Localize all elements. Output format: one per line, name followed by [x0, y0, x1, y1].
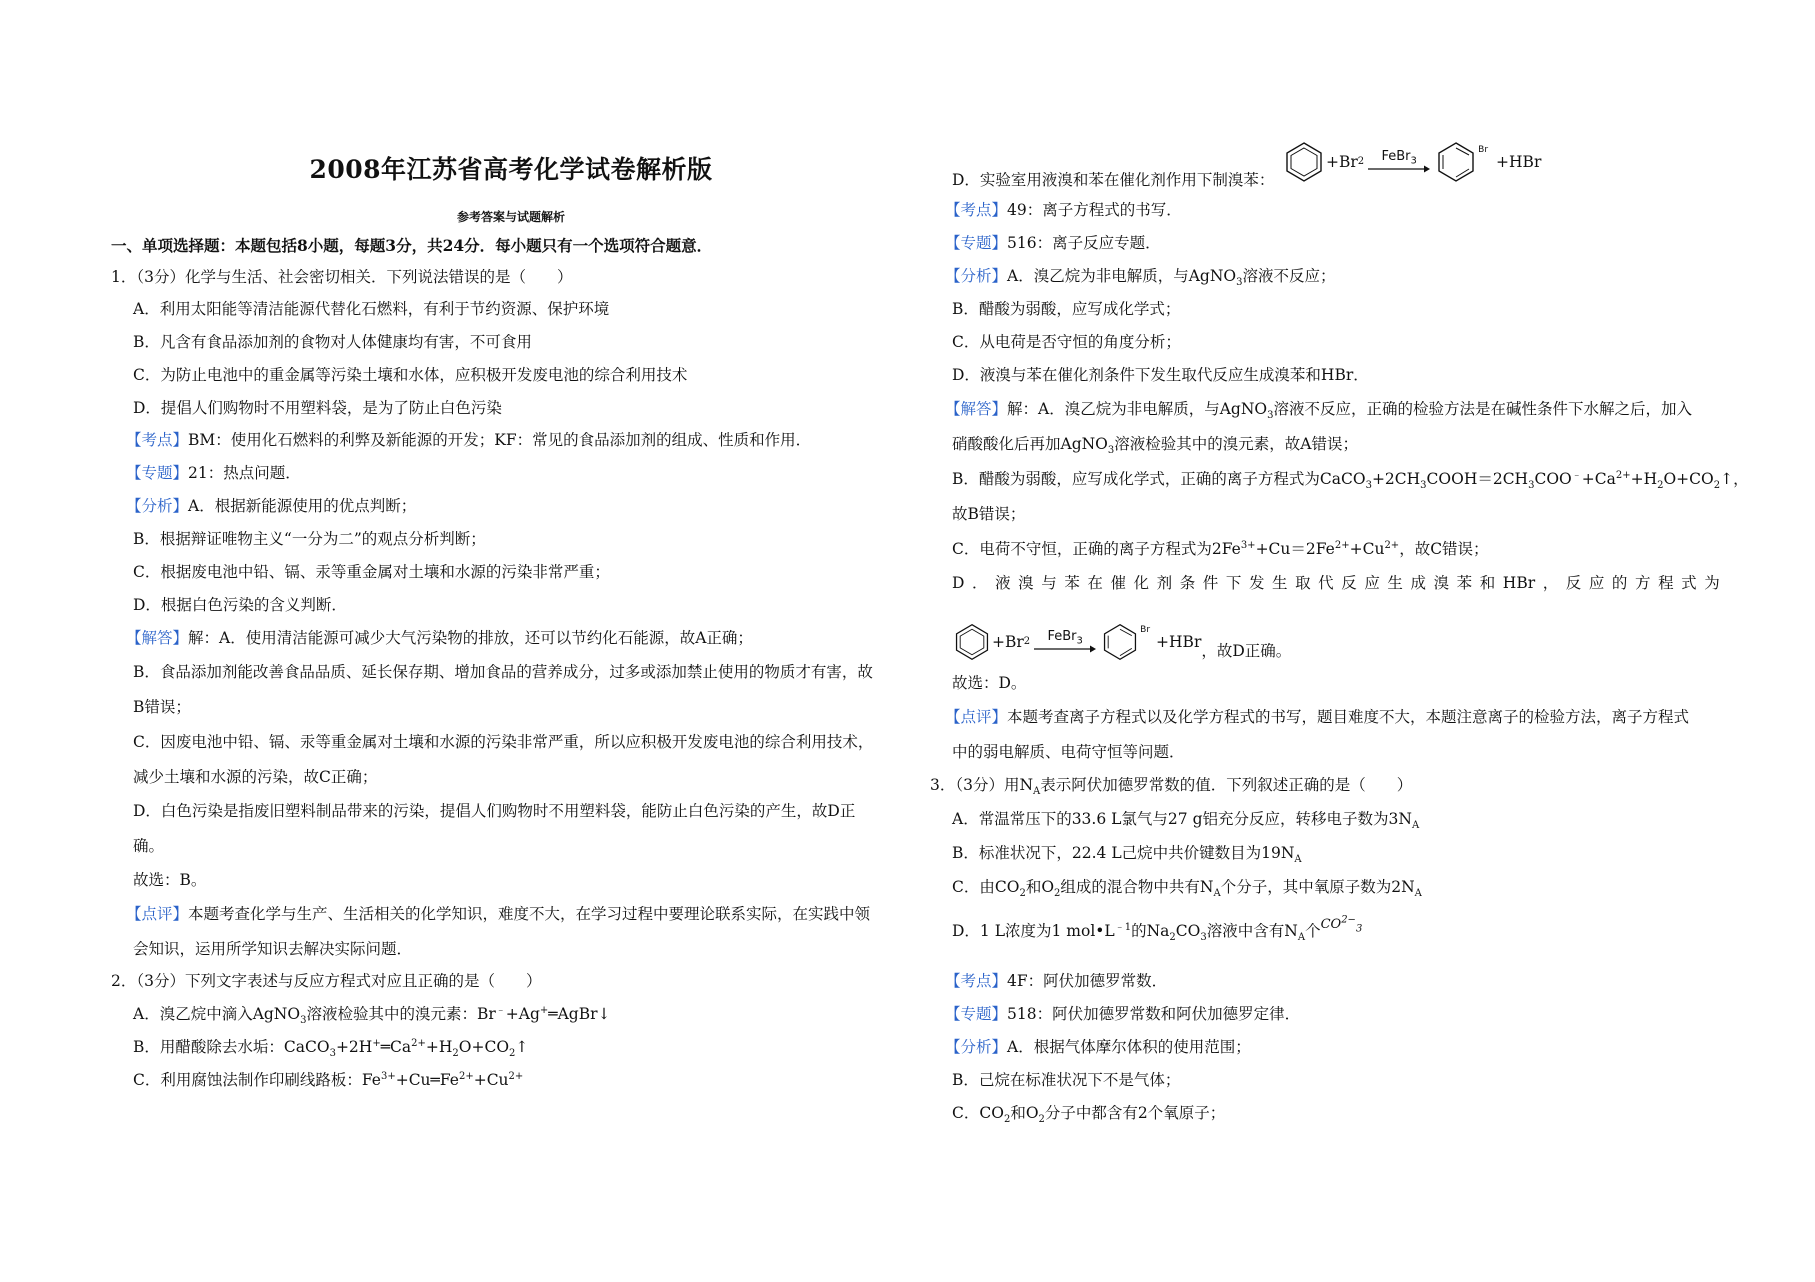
q2-fenxi	[945, 265, 1336, 287]
justified-word: 式	[1681, 574, 1697, 592]
sub: A	[1033, 786, 1041, 798]
bromobenzene-ring-icon	[1100, 622, 1140, 662]
q2-kaodian	[945, 199, 1182, 221]
t: 3．（3分）用N	[930, 776, 1034, 794]
q1-jieda-c2: 减少土壤和水源的污染，故C正确；	[133, 768, 378, 786]
substituent-label: Br	[1478, 145, 1489, 155]
q2-jieda-a2	[952, 433, 1358, 455]
catalyst-text: FeBr	[1381, 149, 1411, 164]
q3-option-b	[952, 842, 1302, 864]
q1-stem: 1．（3分）化学与生活、社会密切相关．下列说法错误的是（ ）	[111, 268, 573, 286]
q2-fenxi-c: C．从电荷是否守恒的角度分析；	[952, 333, 1181, 351]
q1-dianping-1: 本题考查化学与生产、生活相关的化学知识，难度不大，在学习过程中要理论联系实际，在实践中领	[188, 905, 871, 923]
q1-answer: 故选：B。	[133, 871, 207, 889]
benzene-ring-icon	[1282, 140, 1326, 184]
q1-option-d: D．提倡人们购物时不用塑料袋，是为了防止白色污染	[133, 399, 502, 417]
sub: 2	[1038, 1114, 1045, 1126]
q1-jieda-a: 解：A．使用清洁能源可减少大气污染物的排放，还可以节约化石能源，故A正确；	[188, 629, 753, 647]
t: D．1 L浓度为1 mol•L	[952, 922, 1115, 940]
q1-jieda-d1: D．白色污染是指废旧塑料制品带来的污染，提倡人们购物时不用塑料袋，能防止白色污染的产生，故D正	[133, 802, 856, 820]
t: C．CO	[952, 1104, 1004, 1122]
sub: A	[1213, 888, 1221, 900]
justified-word: 化	[1133, 574, 1150, 592]
q3-option-d	[952, 914, 1363, 944]
q2-jieda-a2b: 溶液检验其中的溴元素，故A错误；	[1114, 435, 1358, 453]
q2-jieda-b2: 故B错误；	[952, 505, 1026, 523]
arrow-icon	[1368, 164, 1430, 174]
t: 个分子，其中氧原子数为2N	[1220, 878, 1415, 896]
product: +HBr	[1496, 153, 1542, 171]
jieda-tag: 【解答】	[945, 400, 1008, 418]
t: O+CO	[1663, 470, 1714, 488]
t: ↑，	[1720, 470, 1749, 488]
justified-word: 苯	[1064, 574, 1080, 592]
q2-b-t1: B．用醋酸除去水垢：CaCO	[133, 1038, 330, 1056]
t: 溶液中含有N	[1206, 922, 1298, 940]
q2-dianping	[945, 706, 1689, 728]
q2-a-t1: A．溴乙烷中滴入AgNO	[133, 1005, 301, 1023]
justified-word: 溴	[1433, 574, 1450, 592]
sub: A	[1411, 820, 1420, 832]
sup: 2+	[1334, 539, 1350, 551]
reaction-equation-answer: +Br 2 FeBr$_3$ Br +HBr ，故D正确。	[952, 622, 1291, 662]
justified-word: 程	[1658, 574, 1674, 592]
q2-b-t4: +H	[425, 1038, 453, 1056]
t: A．常温常压下的33.6 L氯气与27 g铝充分反应，转移电子数为3N	[952, 810, 1412, 828]
q2-jieda-a1: 解：A．溴乙烷为非电解质，与AgNO	[1007, 400, 1268, 418]
q1-dianping	[126, 903, 870, 925]
justified-word: 取	[1295, 574, 1311, 592]
q2-a-t2: 溶液检验其中的溴元素：Br	[306, 1005, 496, 1023]
q2-dianping-1: 本题考查离子方程式以及化学方程式的书写，题目难度不大，本题注意离子的检验方法，离子方程式	[1007, 708, 1690, 726]
q1-kaodian-text: BM：使用化石燃料的利弊及新能源的开发；KF：常见的食品添加剂的组成、性质和作用．	[188, 431, 812, 449]
sub: 3	[1420, 480, 1427, 492]
q2-zhuanti	[945, 232, 1161, 254]
zhuanti-tag: 【专题】	[126, 464, 189, 482]
t: +H	[1630, 470, 1658, 488]
t: COOH＝2CH	[1426, 470, 1529, 488]
t: 组成的混合物中共有N	[1060, 878, 1214, 896]
q3-fenxi-b: B．己烷在标准状况下不是气体；	[952, 1071, 1181, 1089]
q2-jieda-c1	[952, 538, 1489, 560]
sup: 2+	[411, 1037, 426, 1049]
justified-word: 在	[1087, 574, 1103, 592]
q3-fenxi-c	[952, 1102, 1225, 1124]
q1-jieda-c1: C．因废电池中铅、镉、汞等重金属对土壤和水源的污染非常严重，所以应积极开发废电池的综合利用技术，	[133, 733, 874, 751]
sup: 2−	[1341, 914, 1356, 926]
q2-jieda	[945, 398, 1692, 420]
t: B．标准状况下，22.4 L己烷中共价键数目为19N	[952, 844, 1295, 862]
product: +HBr	[1156, 633, 1202, 651]
sub: 2	[1657, 480, 1664, 492]
justified-word: HBr	[1502, 574, 1536, 592]
q2-a-t3: +Ag	[505, 1005, 540, 1023]
kaodian-tag: 【考点】	[945, 972, 1008, 990]
fenxi-tag: 【分析】	[945, 1038, 1008, 1056]
q2-c-t3: +Cu	[473, 1071, 509, 1089]
dianping-tag: 【点评】	[945, 708, 1008, 726]
section-heading: 一、单项选择题：本题包括8小题，每题3分，共24分．每小题只有一个选项符合题意．	[111, 236, 713, 255]
t: +Cu＝2Fe	[1255, 540, 1335, 558]
q1-fenxi-c: C．根据废电池中铅、镉、汞等重金属对土壤和水源的污染非常严重；	[133, 563, 610, 581]
sup: 3+	[380, 1070, 396, 1082]
justified-word: 生	[1272, 574, 1288, 592]
q2-jieda-d2: ，故D正确。	[1201, 642, 1292, 660]
justified-word: 反	[1565, 574, 1582, 592]
sub: 3	[1528, 480, 1535, 492]
fenxi-tag: 【分析】	[945, 267, 1008, 285]
fenxi-tag: 【分析】	[126, 497, 189, 515]
q2-option-c	[133, 1069, 523, 1091]
t: 表示阿伏加德罗常数的值．下列叙述正确的是（ ）	[1040, 776, 1413, 794]
page-subtitle: 参考答案与试题解析	[456, 210, 565, 224]
justified-word: D	[952, 574, 965, 592]
t: C．电荷不守恒，正确的离子方程式为2Fe	[952, 540, 1241, 558]
catalyst	[1381, 149, 1417, 167]
q2-c-t2: +Cu═Fe	[395, 1071, 459, 1089]
sub: 3	[1267, 410, 1274, 422]
reaction-arrow	[1034, 630, 1096, 654]
sub: 2	[1169, 932, 1176, 944]
q3-fenxi-a: A．根据气体摩尔体积的使用范围；	[1007, 1038, 1251, 1056]
benzene-ring-icon	[952, 622, 992, 662]
arrow-icon	[1034, 644, 1096, 654]
justified-word: 代	[1318, 574, 1334, 592]
justified-word: 与	[1041, 574, 1057, 592]
q1-jieda-d2: 确。	[133, 837, 165, 855]
t: 和O	[1010, 1104, 1039, 1122]
bromobenzene-ring-icon	[1434, 140, 1478, 184]
q2-b-t3: ═Ca	[380, 1038, 412, 1056]
reaction-equation-top: +Br 2 FeBr$_3$ Br +HBr	[1282, 140, 1541, 184]
sub: 3	[1200, 932, 1207, 944]
q2-b-t5: O+CO	[458, 1038, 510, 1056]
justified-word: 苯	[1456, 574, 1473, 592]
kaodian-tag: 【考点】	[126, 431, 189, 449]
q2-zhuanti-text: 516：离子反应专题．	[1007, 234, 1161, 252]
q1-option-c: C．为防止电池中的重金属等污染土壤和水体，应积极开发废电池的综合利用技术	[133, 366, 688, 384]
zhuanti-tag: 【专题】	[945, 234, 1008, 252]
q2-option-a	[133, 1003, 611, 1025]
sub: 2	[1713, 480, 1721, 492]
t: +2CH	[1371, 470, 1421, 488]
sup: +	[372, 1037, 381, 1049]
justified-word: 的	[1611, 574, 1628, 592]
sup: 2+	[458, 1070, 474, 1082]
t: 个	[1305, 922, 1321, 940]
q1-jieda	[126, 627, 753, 649]
q1-dianping-2: 会知识，运用所学知识去解决实际问题．	[133, 940, 413, 958]
page-title: 2008年江苏省高考化学试卷解析版	[309, 155, 713, 184]
justified-word: 成	[1410, 574, 1426, 592]
q2-b-t2: +2H	[335, 1038, 373, 1056]
q2-fenxi-a2: 溶液不反应；	[1242, 267, 1336, 285]
q3-option-a	[952, 808, 1419, 830]
t: +Cu	[1349, 540, 1385, 558]
sup: ﹣1	[1114, 921, 1132, 933]
q1-fenxi-d: D．根据白色污染的含义判断．	[133, 596, 347, 614]
t: CO	[1320, 917, 1342, 932]
sub: 3	[1410, 155, 1417, 167]
t: CO	[1175, 922, 1201, 940]
carbonate-formula	[1320, 914, 1363, 935]
jieda-tag: 【解答】	[126, 629, 189, 647]
sup: +	[539, 1004, 549, 1016]
sub: 3	[329, 1048, 336, 1060]
q2-jieda-a2-text: 硝酸酸化后再加AgNO	[952, 435, 1108, 453]
justified-word: 为	[1704, 574, 1720, 592]
q2-b-t6: ↑	[515, 1038, 529, 1056]
justified-word: 和	[1479, 574, 1496, 592]
q2-answer: 故选：D。	[952, 674, 1027, 692]
q2-dianping-2: 中的弱电解质、电荷守恒等问题．	[952, 743, 1185, 761]
reagent: +Br	[1326, 153, 1358, 171]
reagent: +Br	[992, 633, 1024, 651]
q2-fenxi-a: A．溴乙烷为非电解质，与AgNO	[1007, 267, 1237, 285]
q2-fenxi-d: D．液溴与苯在催化剂条件下发生取代反应生成溴苯和HBr．	[952, 366, 1369, 384]
q2-option-b	[133, 1036, 528, 1058]
q1-option-a: A．利用太阳能等清洁能源代替化石燃料，有利于节约资源、保护环境	[133, 300, 610, 318]
justified-word: 条	[1179, 574, 1196, 592]
q2-fenxi-b: B．醋酸为弱酸，应写成化学式；	[952, 300, 1181, 318]
justified-word: 发	[1248, 574, 1265, 592]
q1-jieda-b1: B．食品添加剂能改善食品品质、延长保存期、增加食品的营养成分，过多或添加禁止使用的物质才有害，故	[133, 663, 873, 681]
q2-stem: 2．（3分）下列文字表述与反应方程式对应且正确的是（ ）	[111, 972, 542, 990]
catalyst	[1047, 629, 1083, 647]
q1-jieda-b2: B错误；	[133, 698, 191, 716]
dianping-tag: 【点评】	[126, 905, 189, 923]
justified-word: 催	[1110, 574, 1126, 592]
q2-jieda-b1	[952, 468, 1749, 490]
justified-word: 下	[1225, 574, 1242, 592]
sub: A	[1297, 932, 1306, 944]
kaodian-tag: 【考点】	[945, 201, 1008, 219]
q2-jieda-d1	[952, 572, 1720, 594]
sup: 3+	[1240, 539, 1256, 551]
t: C．由CO	[952, 878, 1020, 896]
q3-stem	[930, 774, 1412, 796]
catalyst-text: FeBr	[1047, 629, 1077, 644]
sub: 3	[1236, 277, 1243, 289]
q3-kaodian-text: 4F：阿伏加德罗常数．	[1007, 972, 1168, 990]
sub: 2	[1019, 888, 1026, 900]
q2-c-t1: C．利用腐蚀法制作印刷线路板：Fe	[133, 1071, 381, 1089]
q1-option-b: B．凡含有食品添加剂的食物对人体健康均有害，不可食用	[133, 333, 532, 351]
q2-a-t4: ═AgBr↓	[548, 1005, 611, 1023]
substituent-label: Br	[1140, 625, 1151, 635]
sub: 2	[1003, 1114, 1011, 1126]
q3-zhuanti-text: 518：阿伏加德罗常数和阿伏加德罗定律．	[1007, 1005, 1301, 1023]
q1-zhuanti	[126, 462, 301, 484]
justified-word: 应	[1588, 574, 1605, 592]
justified-word: 生	[1387, 574, 1403, 592]
t: 的Na	[1131, 922, 1170, 940]
sub: 3	[1107, 445, 1115, 457]
justified-word: 方	[1635, 574, 1651, 592]
q1-kaodian	[126, 429, 811, 451]
t: B．醋酸为弱酸，应写成化学式，正确的离子方程式为CaCO	[952, 470, 1366, 488]
sub: A	[1294, 854, 1302, 866]
sub: 2	[509, 1048, 516, 1060]
justified-word: 应	[1364, 574, 1380, 592]
q1-fenxi-b: B．根据辩证唯物主义“一分为二”的观点分析判断；	[133, 530, 486, 548]
justified-word: 剂	[1156, 574, 1173, 592]
sup: 2+	[508, 1070, 524, 1082]
justified-word: ，	[1542, 574, 1559, 592]
q3-kaodian	[945, 970, 1167, 992]
sub: 3	[1076, 635, 1083, 647]
sub: 2	[1054, 888, 1061, 900]
sup: ﹣	[1571, 469, 1582, 481]
sub: 3	[1365, 480, 1372, 492]
q1-fenxi-a: A．根据新能源使用的优点判断；	[188, 497, 417, 515]
sup: ﹣	[495, 1004, 506, 1016]
sub: 3	[300, 1015, 307, 1027]
q3-zhuanti	[945, 1003, 1300, 1025]
t: +Ca	[1581, 470, 1616, 488]
reaction-arrow	[1368, 150, 1430, 174]
sub: 3	[1355, 923, 1363, 935]
t: ，故C错误；	[1399, 540, 1489, 558]
justified-word: 溴	[1018, 574, 1034, 592]
t: COO	[1534, 470, 1572, 488]
q1-zhuanti-text: 21：热点问题．	[188, 464, 301, 482]
q1-fenxi	[126, 495, 416, 517]
q2-option-d: D．实验室用液溴和苯在催化剂作用下制溴苯：	[952, 171, 1275, 189]
q2-jieda-a1b: 溶液不反应，正确的检验方法是在碱性条件下水解之后，加入	[1273, 400, 1692, 418]
t: 分子中都含有2个氧原子；	[1044, 1104, 1226, 1122]
zhuanti-tag: 【专题】	[945, 1005, 1008, 1023]
q3-fenxi	[945, 1036, 1251, 1058]
sub: A	[1414, 888, 1422, 900]
t: 和O	[1025, 878, 1055, 896]
q3-option-c	[952, 876, 1422, 898]
sup: 2+	[1615, 469, 1631, 481]
justified-word: ．	[972, 574, 988, 592]
justified-word: 反	[1341, 574, 1357, 592]
sub: 2	[452, 1048, 459, 1060]
justified-word: 件	[1202, 574, 1219, 592]
justified-word: 液	[995, 574, 1011, 592]
q2-kaodian-text: 49：离子方程式的书写．	[1007, 201, 1182, 219]
sup: 2+	[1384, 539, 1400, 551]
